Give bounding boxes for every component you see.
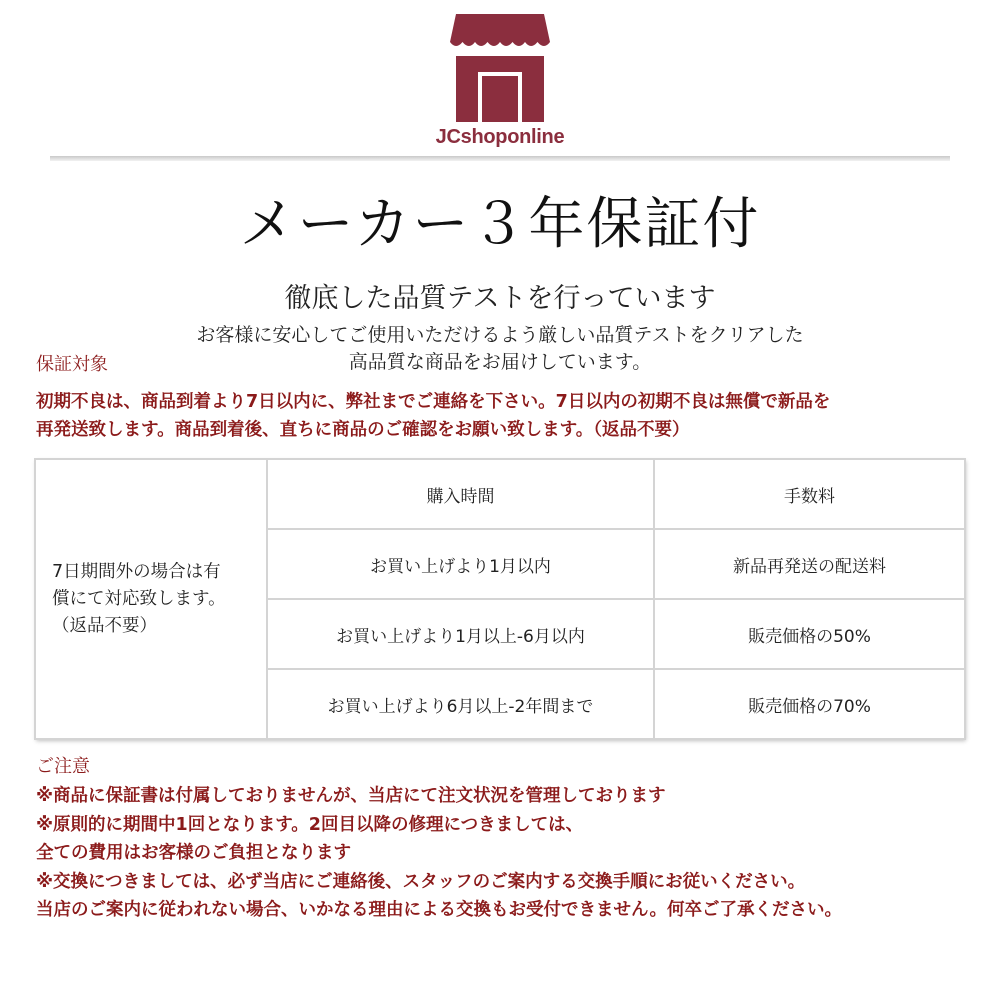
notes-list — [36, 782, 976, 925]
period-cell: お買い上げより1月以上-6月以内 — [267, 599, 654, 669]
warranty-note-line: 償にて対応致します。 — [52, 588, 226, 609]
page-title: メーカー３年保証付 — [239, 192, 761, 257]
warranty-note-cell — [35, 459, 267, 739]
warranty-note-line: 7日期間外の場合は有 — [52, 561, 221, 582]
coverage-line: 再発送致します。商品到着後、直ちに商品のご確認をお願い致します。（返品不要） — [36, 420, 690, 440]
description — [0, 322, 1000, 376]
coverage-heading: 保証対象 — [36, 354, 108, 375]
column-header-purchase-time: 購入時間 — [267, 459, 654, 529]
description-line: お客様に安心してご使用いただけるよう厳しい品質テストをクリアした — [196, 324, 804, 346]
note-line: 当店のご案内に従われない場合、いかなる理由による交換もお受付できません。何卒ご了承ください。 — [36, 900, 843, 920]
column-header-fee: 手数料 — [654, 459, 965, 529]
warranty-table — [34, 458, 966, 740]
period-cell: お買い上げより6月以上-2年間まで — [267, 669, 654, 739]
header-divider — [50, 156, 950, 161]
note-line: ※交換につきましては、必ず当店にご連絡後、スタッフのご案内する交換手順にお従いください。 — [36, 871, 806, 892]
fee-cell: 新品再発送の配送料 — [654, 529, 965, 599]
notes-heading: ご注意 — [36, 756, 90, 777]
coverage-line: 初期不良は、商品到着より7日以内に、弊社までご連絡を下さい。7日以内の初期不良は無償で新品を — [36, 392, 831, 412]
note-line: ※原則的に期間中1回となります。2回目以降の修理につきましては、 — [36, 814, 584, 835]
page-subtitle: 徹底した品質テストを行っています — [284, 283, 716, 314]
note-line: 全ての費用はお客様のご負担となります — [36, 843, 351, 863]
description-line: 高品質な商品をお届けしています。 — [348, 351, 652, 373]
period-cell: お買い上げより1月以内 — [267, 529, 654, 599]
note-line: ※商品に保証書は付属しておりませんが、当店にて注文状況を管理しております — [36, 786, 666, 806]
fee-cell: 販売価格の50% — [654, 599, 965, 669]
warranty-note-line: （返品不要） — [52, 615, 157, 636]
fee-cell: 販売価格の70% — [654, 669, 965, 739]
storefront-icon — [450, 14, 550, 124]
warranty-table-container — [34, 458, 964, 738]
coverage-text — [36, 388, 976, 444]
brand-name: JCshoponline — [435, 126, 565, 148]
